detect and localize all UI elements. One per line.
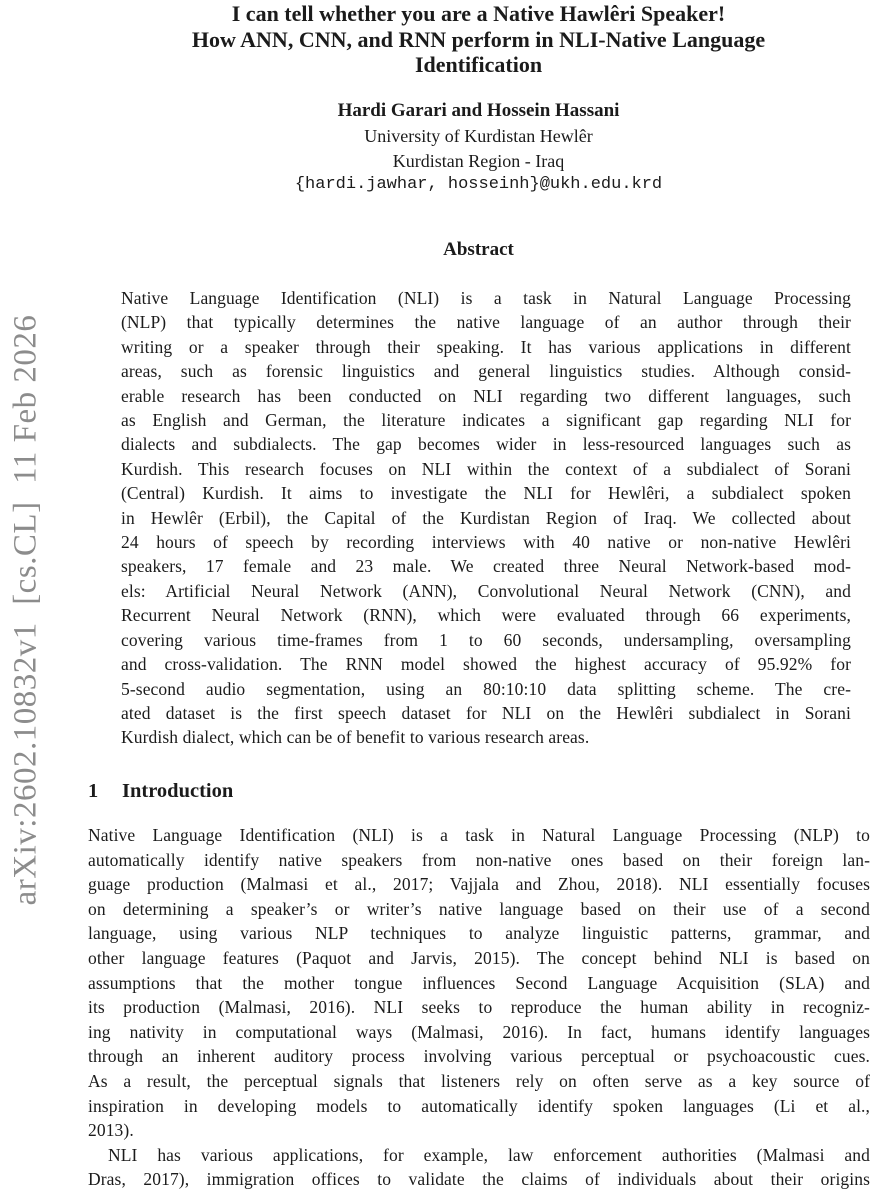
paper-title-line-1: I can tell whether you are a Native Hawlêri Speaker! bbox=[231, 1, 726, 26]
affiliation-line-1: University of Kurdistan Hewlêr bbox=[364, 125, 593, 146]
introduction-body bbox=[88, 823, 870, 1192]
paper-title-line-2: How ANN, CNN, and RNN perform in NLI-Native Language bbox=[191, 26, 766, 52]
text-line: els: Artificial Neural Network (ANN), Convolutional Neural Network (CNN), and bbox=[121, 580, 851, 601]
affiliation-line-2: Kurdistan Region - Iraq bbox=[392, 150, 565, 171]
text-line: assumptions that the mother tongue influences Second Language Acquisition (SLA) and bbox=[88, 972, 870, 993]
text-line: writing or a speaker through their speaking. It has various applications in different bbox=[121, 336, 851, 357]
intro-paragraph-1 bbox=[88, 823, 870, 1143]
text-line: 5-second audio segmentation, using an 80:10:10 data splitting scheme. The cre- bbox=[121, 678, 851, 699]
text-line: speakers, 17 female and 23 male. We created three Neural Network-based mod- bbox=[121, 556, 851, 577]
text-line: erable research has been conducted on NLI regarding two different languages, such bbox=[121, 385, 851, 406]
text-line: language, using various NLP techniques to analyze linguistic patterns, grammar, and bbox=[88, 923, 870, 944]
section-heading-introduction bbox=[88, 780, 869, 803]
text-line: other language features (Paquot and Jarvis, 2015). The concept behind NLI is based on bbox=[88, 947, 870, 968]
text-line: Recurrent Neural Network (RNN), which were evaluated through 66 experiments, bbox=[121, 605, 851, 626]
text-line: As a result, the perceptual signals that listeners rely on often serve as a key source of bbox=[88, 1070, 870, 1091]
paper-title bbox=[88, 1, 869, 78]
author-emails: {hardi.jawhar, hosseinh}@ukh.edu.krd bbox=[294, 175, 663, 195]
section-title: Introduction bbox=[122, 780, 234, 802]
text-line: areas, such as forensic linguistics and general linguistics studies. Although consid- bbox=[121, 361, 851, 382]
text-line: (Central) Kurdish. It aims to investigate the NLI for Hewlêri, a subdialect spoken bbox=[121, 483, 851, 504]
text-line: covering various time-frames from 1 to 60 seconds, undersampling, oversampling bbox=[121, 629, 851, 650]
text-line: Native Language Identification (NLI) is a task in Natural Language Processing (NLP) to bbox=[88, 825, 870, 845]
text-line: its production (Malmasi, 2016). NLI seeks to reproduce the human ability in recogniz- bbox=[88, 997, 870, 1018]
text-line: through an inherent auditory process involving various perceptual or psychoacoustic cues. bbox=[88, 1046, 870, 1067]
abstract-body bbox=[121, 286, 851, 750]
text-line: Kurdish dialect, which can be of benefit to various research areas. bbox=[121, 727, 590, 748]
text-line: guage production (Malmasi et al., 2017; Vajjala and Zhou, 2018). NLI essentially focuses bbox=[88, 874, 870, 895]
text-line: Dras, 2017), immigration offices to validate the claims of individuals about their origins bbox=[88, 1169, 870, 1190]
section-number: 1 bbox=[88, 780, 99, 802]
authors-block bbox=[88, 99, 869, 198]
paper-title-line-3: Identification bbox=[414, 52, 543, 77]
author-names: Hardi Garari and Hossein Hassani bbox=[337, 100, 620, 121]
text-line: on determining a speaker’s or writer’s native language based on their use of a second bbox=[88, 898, 870, 919]
text-line: as English and German, the literature indicates a significant gap regarding NLI for bbox=[121, 410, 851, 431]
text-line: in Hewlêr (Erbil), the Capital of the Kurdistan Region of Iraq. We collected about bbox=[121, 507, 851, 528]
text-line: automatically identify native speakers from non-native ones based on their foreign lan- bbox=[88, 849, 870, 870]
text-line: 24 hours of speech by recording interviews with 40 native or non-native Hewlêri bbox=[121, 532, 851, 553]
text-line: and cross-validation. The RNN model showed the highest accuracy of 95.92% for bbox=[121, 654, 851, 675]
arxiv-watermark: arXiv:2602.10832v1 [cs.CL] 11 Feb 2026 bbox=[7, 314, 44, 906]
text-line: ing nativity in computational ways (Malmasi, 2016). In fact, humans identify languages bbox=[88, 1021, 870, 1042]
text-line: Kurdish. This research focuses on NLI within the context of a subdialect of Sorani bbox=[121, 458, 851, 479]
text-line: dialects and subdialects. The gap becomes wider in less-resourced languages such as bbox=[121, 434, 851, 455]
text-line: inspiration in developing models to automatically identify spoken languages (Li et al., bbox=[88, 1095, 870, 1116]
intro-paragraph-2 bbox=[88, 1143, 870, 1192]
text-line: 2013). bbox=[88, 1120, 134, 1141]
text-line: Native Language Identification (NLI) is a task in Natural Language Processing bbox=[121, 288, 851, 308]
text-line: ated dataset is the first speech dataset for NLI on the Hewlêri subdialect in Sorani bbox=[121, 702, 851, 723]
abstract-heading: Abstract bbox=[443, 239, 514, 260]
text-line: (NLP) that typically determines the native language of an author through their bbox=[121, 312, 851, 333]
text-line: NLI has various applications, for example, law enforcement authorities (Malmasi and bbox=[108, 1144, 870, 1165]
